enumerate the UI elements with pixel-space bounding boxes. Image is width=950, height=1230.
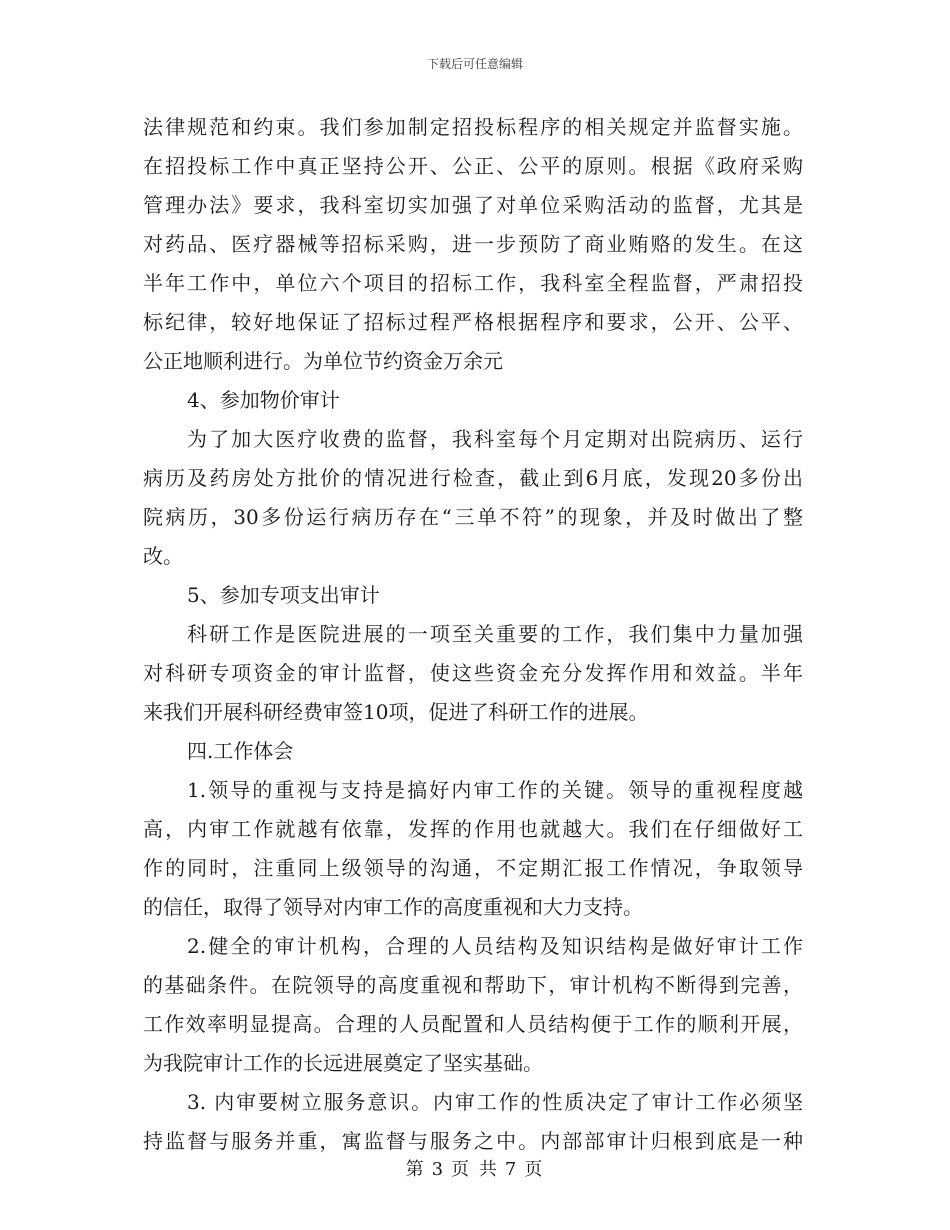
text-line: 在招投标工作中真正坚持公开、公正、公平的原则。根据《政府采购 [143, 154, 803, 178]
total-pages-number: 7 [504, 1159, 519, 1180]
page-header: 下载后可任意编辑 [426, 57, 523, 71]
text-line: 1.领导的重视与支持是搞好内审工作的关键。领导的重视程度越 [187, 778, 803, 802]
text-line: 作的同时，注重同上级领导的沟通，不定期汇报工作情况，争取领导 [143, 856, 803, 880]
footer-prefix: 第 [405, 1159, 426, 1180]
page-footer [0, 1155, 950, 1181]
footer-suffix: 页 [524, 1159, 545, 1180]
text-line: 标纪律，较好地保证了招标过程严格根据程序和要求，公开、公平、 [143, 310, 803, 334]
text-line: 3. 内审要树立服务意识。内审工作的性质决定了审计工作必须坚 [187, 1090, 803, 1114]
text-line: 工作效率明显提高。合理的人员配置和人员结构便于工作的顺利开展， [143, 1012, 803, 1036]
text-line: 对科研专项资金的审计监督，使这些资金充分发挥作用和效益。半年 [143, 661, 803, 685]
text-line: 为了加大医疗收费的监督，我科室每个月定期对出院病历、运行 [187, 427, 803, 451]
text-line: 高，内审工作就越有依靠，发挥的作用也就越大。我们在仔细做好工 [143, 817, 803, 841]
text-line: 为我院审计工作的长远进展奠定了坚实基础。 [143, 1051, 543, 1075]
text-line: 2.健全的审计机构，合理的人员结构及知识结构是做好审计工作 [187, 934, 803, 958]
text-line: 院病历，30多份运行病历存在“三单不符”的现象，并及时做出了整 [143, 505, 803, 529]
text-line: 对药品、医疗器械等招标采购，进一步预防了商业贿赂的发生。在这 [143, 232, 803, 256]
text-line: 持监督与服务并重，寓监督与服务之中。内部部审计归根到底是一种 [143, 1129, 803, 1153]
text-line: 5、参加专项支出审计 [187, 583, 380, 607]
text-line: 改。 [143, 544, 183, 568]
current-page-number: 3 [431, 1159, 446, 1180]
text-line: 四.工作体会 [187, 739, 294, 763]
footer-middle: 页 共 [451, 1159, 499, 1180]
body-text [143, 108, 803, 1161]
text-line: 的基础条件。在院领导的高度重视和帮助下，审计机构不断得到完善， [143, 973, 803, 997]
text-line: 公正地顺利进行。为单位节约资金万余元 [143, 349, 503, 373]
text-line: 的信任，取得了领导对内审工作的高度重视和大力支持。 [143, 895, 643, 919]
text-line: 半年工作中，单位六个项目的招标工作，我科室全程监督，严肃招投 [143, 271, 803, 295]
text-line: 法律规范和约束。我们参加制定招投标程序的相关规定并监督实施。 [143, 115, 803, 139]
text-line: 来我们开展科研经费审签10项，促进了科研工作的进展。 [143, 700, 649, 724]
text-line: 病历及药房处方批价的情况进行检查，截止到6月底，发现20多份出 [143, 466, 803, 490]
text-line: 4、参加物价审计 [187, 388, 340, 412]
text-line: 科研工作是医院进展的一项至关重要的工作，我们集中力量加强 [187, 622, 803, 646]
text-line: 管理办法》要求，我科室切实加强了对单位采购活动的监督，尤其是 [143, 193, 803, 217]
